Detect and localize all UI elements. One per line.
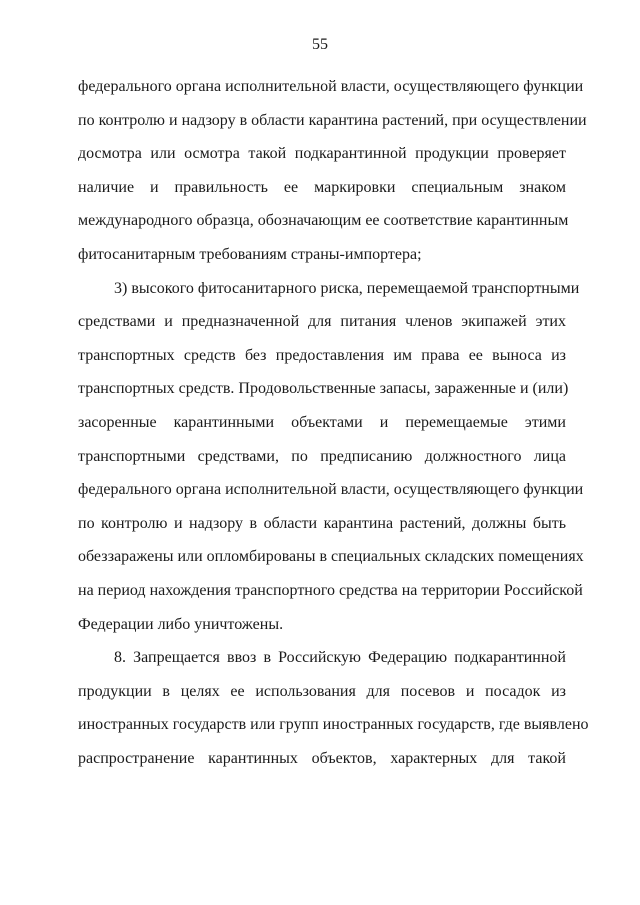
text-line: по контролю и надзору в области карантина растений, при осуществлении (78, 111, 587, 129)
text-line: досмотра или осмотра такой подкарантинной продукции проверяет (78, 145, 566, 163)
text-line: обеззаражены или опломбированы в специальных складских помещениях (78, 548, 584, 566)
text-line: федерального органа исполнительной власти, осуществляющего функции (78, 481, 584, 499)
text-line: иностранных государств или групп иностранных государств, где выявлено (78, 716, 589, 734)
text-line: фитосанитарным требованиям страны-импортера; (78, 246, 422, 263)
text-line: международного образца, обозначающим ее соответствие карантинным (78, 212, 569, 230)
text-line: транспортными средствами, по предписанию должностного лица (78, 447, 566, 465)
text-line: федерального органа исполнительной власти, осуществляющего функции (78, 78, 584, 95)
text-line: распространение карантинных объектов, характерных для такой (78, 750, 566, 767)
text-line: продукции в целях ее использования для посевов и посадок из (78, 682, 566, 700)
text-line: Федерации либо уничтожены. (78, 615, 284, 633)
text-line: средствами и предназначенной для питания членов экипажей этих (78, 313, 566, 331)
text-line: 3) высокого фитосанитарного риска, перемещаемой транспортными (114, 279, 580, 297)
text-line: транспортных средств. Продовольственные запасы, зараженные и (или) (78, 380, 569, 398)
text-line: по контролю и надзору в области карантина растений, должны быть (78, 514, 566, 532)
text-line: наличие и правильность ее маркировки специальным знаком (78, 178, 566, 196)
page-number: 55 (312, 36, 328, 53)
text-line: на период нахождения транспортного средства на территории Российской (78, 582, 583, 599)
text-line: 8. Запрещается ввоз в Российскую Федерацию подкарантинной (114, 649, 566, 667)
text-line: засоренные карантинными объектами и перемещаемые этими (78, 414, 566, 431)
text-line: транспортных средств без предоставления им права ее выноса из (78, 346, 566, 364)
